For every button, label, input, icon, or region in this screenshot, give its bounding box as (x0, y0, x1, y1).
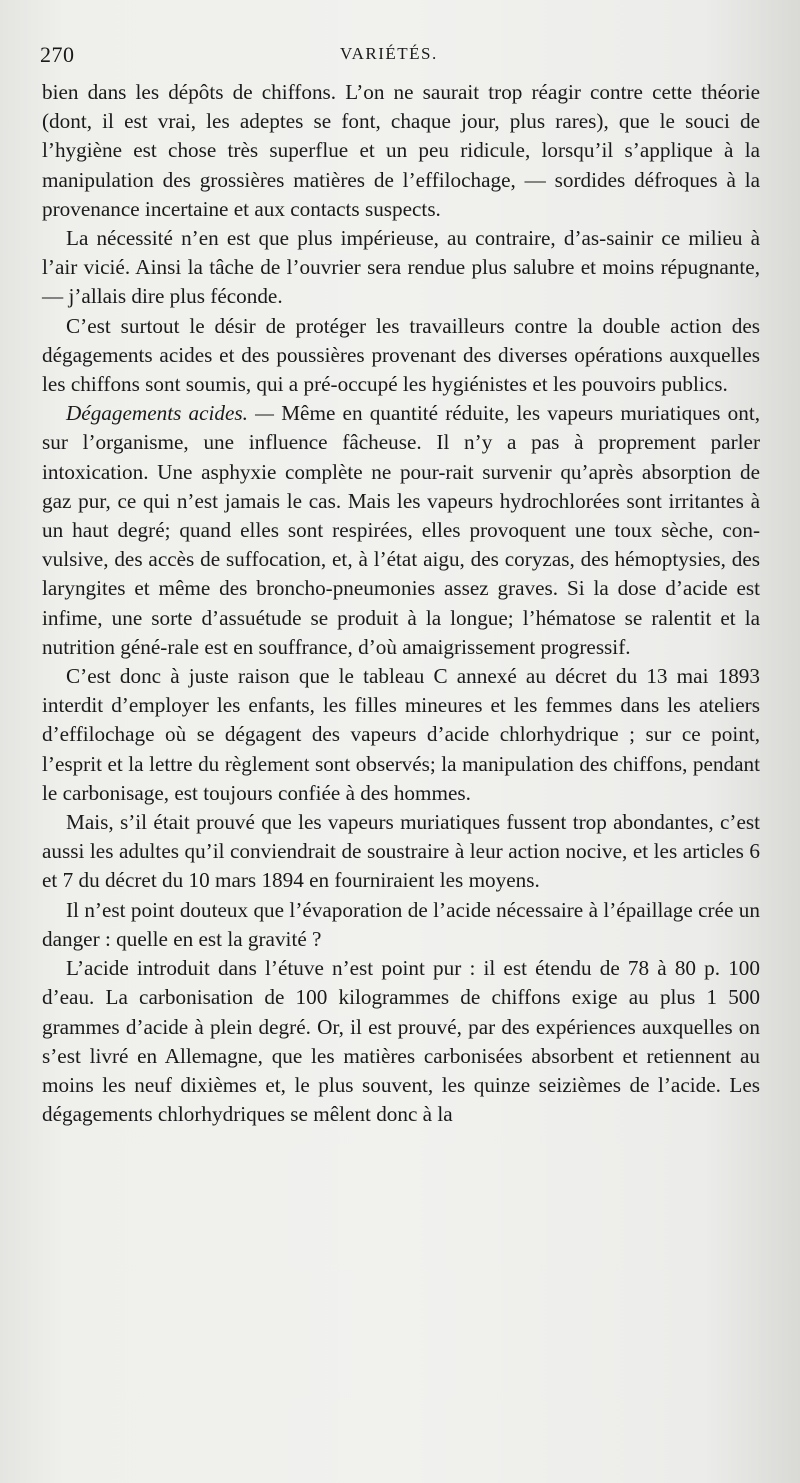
paragraph-6: Mais, s’il était prouvé que les vapeurs muriatiques fussent trop abondantes, c’est aussi les adultes qu’il conviendrait de soustraire à leur action nocive, et les articles 6 et 7 du décret du 10 mars 1894 en fourniraient les moyens. (42, 810, 760, 893)
paragraph-1: bien dans les dépôts de chiffons. L’on ne saurait trop réagir contre cette théorie (dont, il est vrai, les adeptes se font, chaque jour, plus rares), que le souci de l’hygiène est chose très superflue et un peu ridicule, lorsqu’il s’applique à la manipulation des grossières matières de l’effilochage, — sordides défroques à la provenance incertaine et aux contacts suspects. (42, 80, 760, 221)
paragraph-4 (42, 399, 760, 662)
paragraph-3: C’est surtout le désir de protéger les travailleurs contre la double action des dégagements acides et des poussières provenant des diverses opérations auxquelles les chiffons sont soumis, qui a pré-occupé les hygiénistes et les pouvoirs publics. (42, 313, 760, 397)
paragraph-5: C’est donc à juste raison que le tableau C annexé au décret du 13 mai 1893 interdit d’employer les enfants, les filles mineures et les femmes dans les ateliers d’effilochage où se dégagent des vapeurs d’acide chlorhydrique ; sur ce point, l’esprit et la lettre du règlement sont observés; la manipulation des chiffons, pendant le carbonisage, est toujours confiée à des hommes. (42, 664, 760, 805)
running-head: VARIÉTÉS. (340, 44, 438, 63)
body-text (42, 78, 760, 1129)
page-header (40, 38, 760, 72)
section-heading: Dégagements acides. — (66, 401, 274, 426)
paragraph-7: Il n’est point douteux que l’évaporation de l’acide nécessaire à l’épaillage crée un danger : quelle en est la gravité ? (42, 897, 760, 951)
paragraph-2: La nécessité n’en est que plus impérieuse, au contraire, d’as-sainir ce milieu à l’air vicié. Ainsi la tâche de l’ouvrier sera rendue plus salubre et moins répugnante, — j’allais dire plus féconde. (42, 226, 760, 309)
paragraph-8: L’acide introduit dans l’étuve n’est point pur : il est étendu de 78 à 80 p. 100 d’eau. La carbonisation de 100 kilogrammes de chiffons exige au plus 1 500 grammes d’acide à plein degré. Or, il est prouvé, par des expériences auxquelles on s’est livré en Allemagne, que les matières carbonisées absorbent et retiennent au moins les neuf dixièmes et, le plus souvent, les quinze seizièmes de l’acide. Les dégagements chlorhydriques se mêlent donc à la (42, 956, 760, 1127)
paragraph-4-text: Même en quantité réduite, les vapeurs muriatiques ont, sur l’organisme, une influence fâcheuse. Il n’y a pas à proprement parler intoxication. Une asphyxie complète ne pour-rait survenir qu’après absorption de gaz pur, ce qui n’est jamais le cas. Mais les vapeurs hydrochlorées sont irritantes à un haut degré; quand elles sont respirées, elles provoquent une toux sèche, con-vulsive, des accès de suffocation, et, à l’état aigu, des coryzas, des hémoptysies, des laryngites et même des broncho-pneumonies assez graves. Si la dose d’acide est infime, une sorte d’assuétude se produit à la longue; l’hématose se ralentit et la nutrition géné-rale est en souffrance, d’où amaigrissement progressif. (42, 401, 760, 659)
page-number: 270 (40, 42, 75, 67)
